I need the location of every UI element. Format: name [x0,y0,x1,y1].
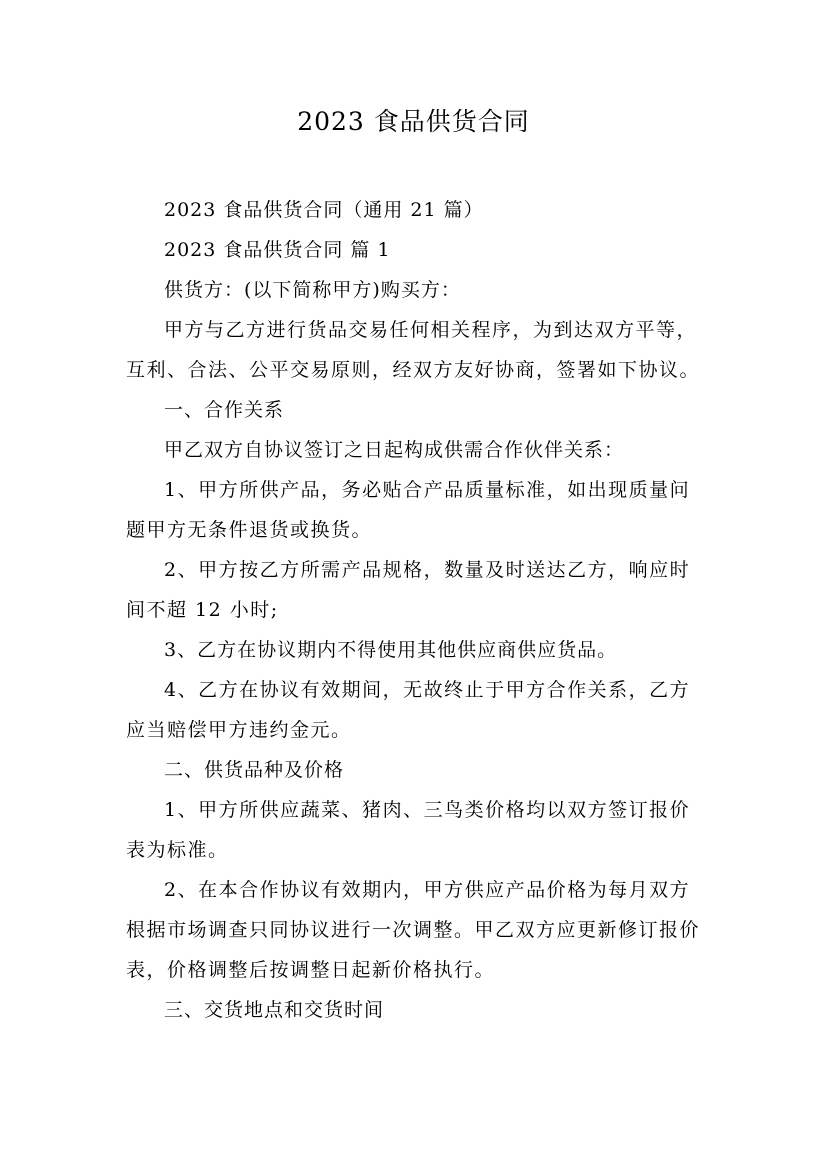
clause-item: 1、甲方所供应蔬菜、猪肉、三鸟类价格均以双方签订报价表为标准。 [126,799,691,861]
document-title: 2023 食品供货合同 [297,107,530,136]
clause-item: 3、乙方在协议期内不得使用其他供应商供应货品。 [164,639,618,661]
document-body [126,190,702,1030]
clause-item: 2、在本合作协议有效期内，甲方供应产品价格为每月双方根据市场调查只同协议进行一次调整。甲乙双方应更新修订报价表，价格调整后按调整日起新价格执行。 [126,879,701,981]
section-heading: 2023 食品供货合同 篇 1 [164,239,391,261]
section-heading: 三、交货地点和交货时间 [164,999,385,1021]
paragraph: 甲方与乙方进行货品交易任何相关程序，为到达双方平等，互利、合法、公平交易原则，经双方友好协商，签署如下协议。 [126,319,701,381]
clause-item: 4、乙方在协议有效期间，无故终止于甲方合作关系，乙方应当赔偿甲方违约金元。 [126,679,691,741]
clause-item: 1、甲方所供产品，务必贴合产品质量标准，如出现质量问题甲方无条件退货或换货。 [126,479,691,541]
party-line: 供货方：(以下简称甲方)购买方： [164,279,461,301]
clause-item: 2、甲方按乙方所需产品规格，数量及时送达乙方，响应时间不超 12 小时; [126,559,691,621]
section-heading: 二、供货品种及价格 [164,759,345,781]
section-heading: 一、合作关系 [164,399,285,421]
subtitle-line: 2023 食品供货合同（通用 21 篇） [164,199,484,221]
paragraph: 甲乙双方自协议签订之日起构成供需合作伙伴关系： [164,439,625,461]
